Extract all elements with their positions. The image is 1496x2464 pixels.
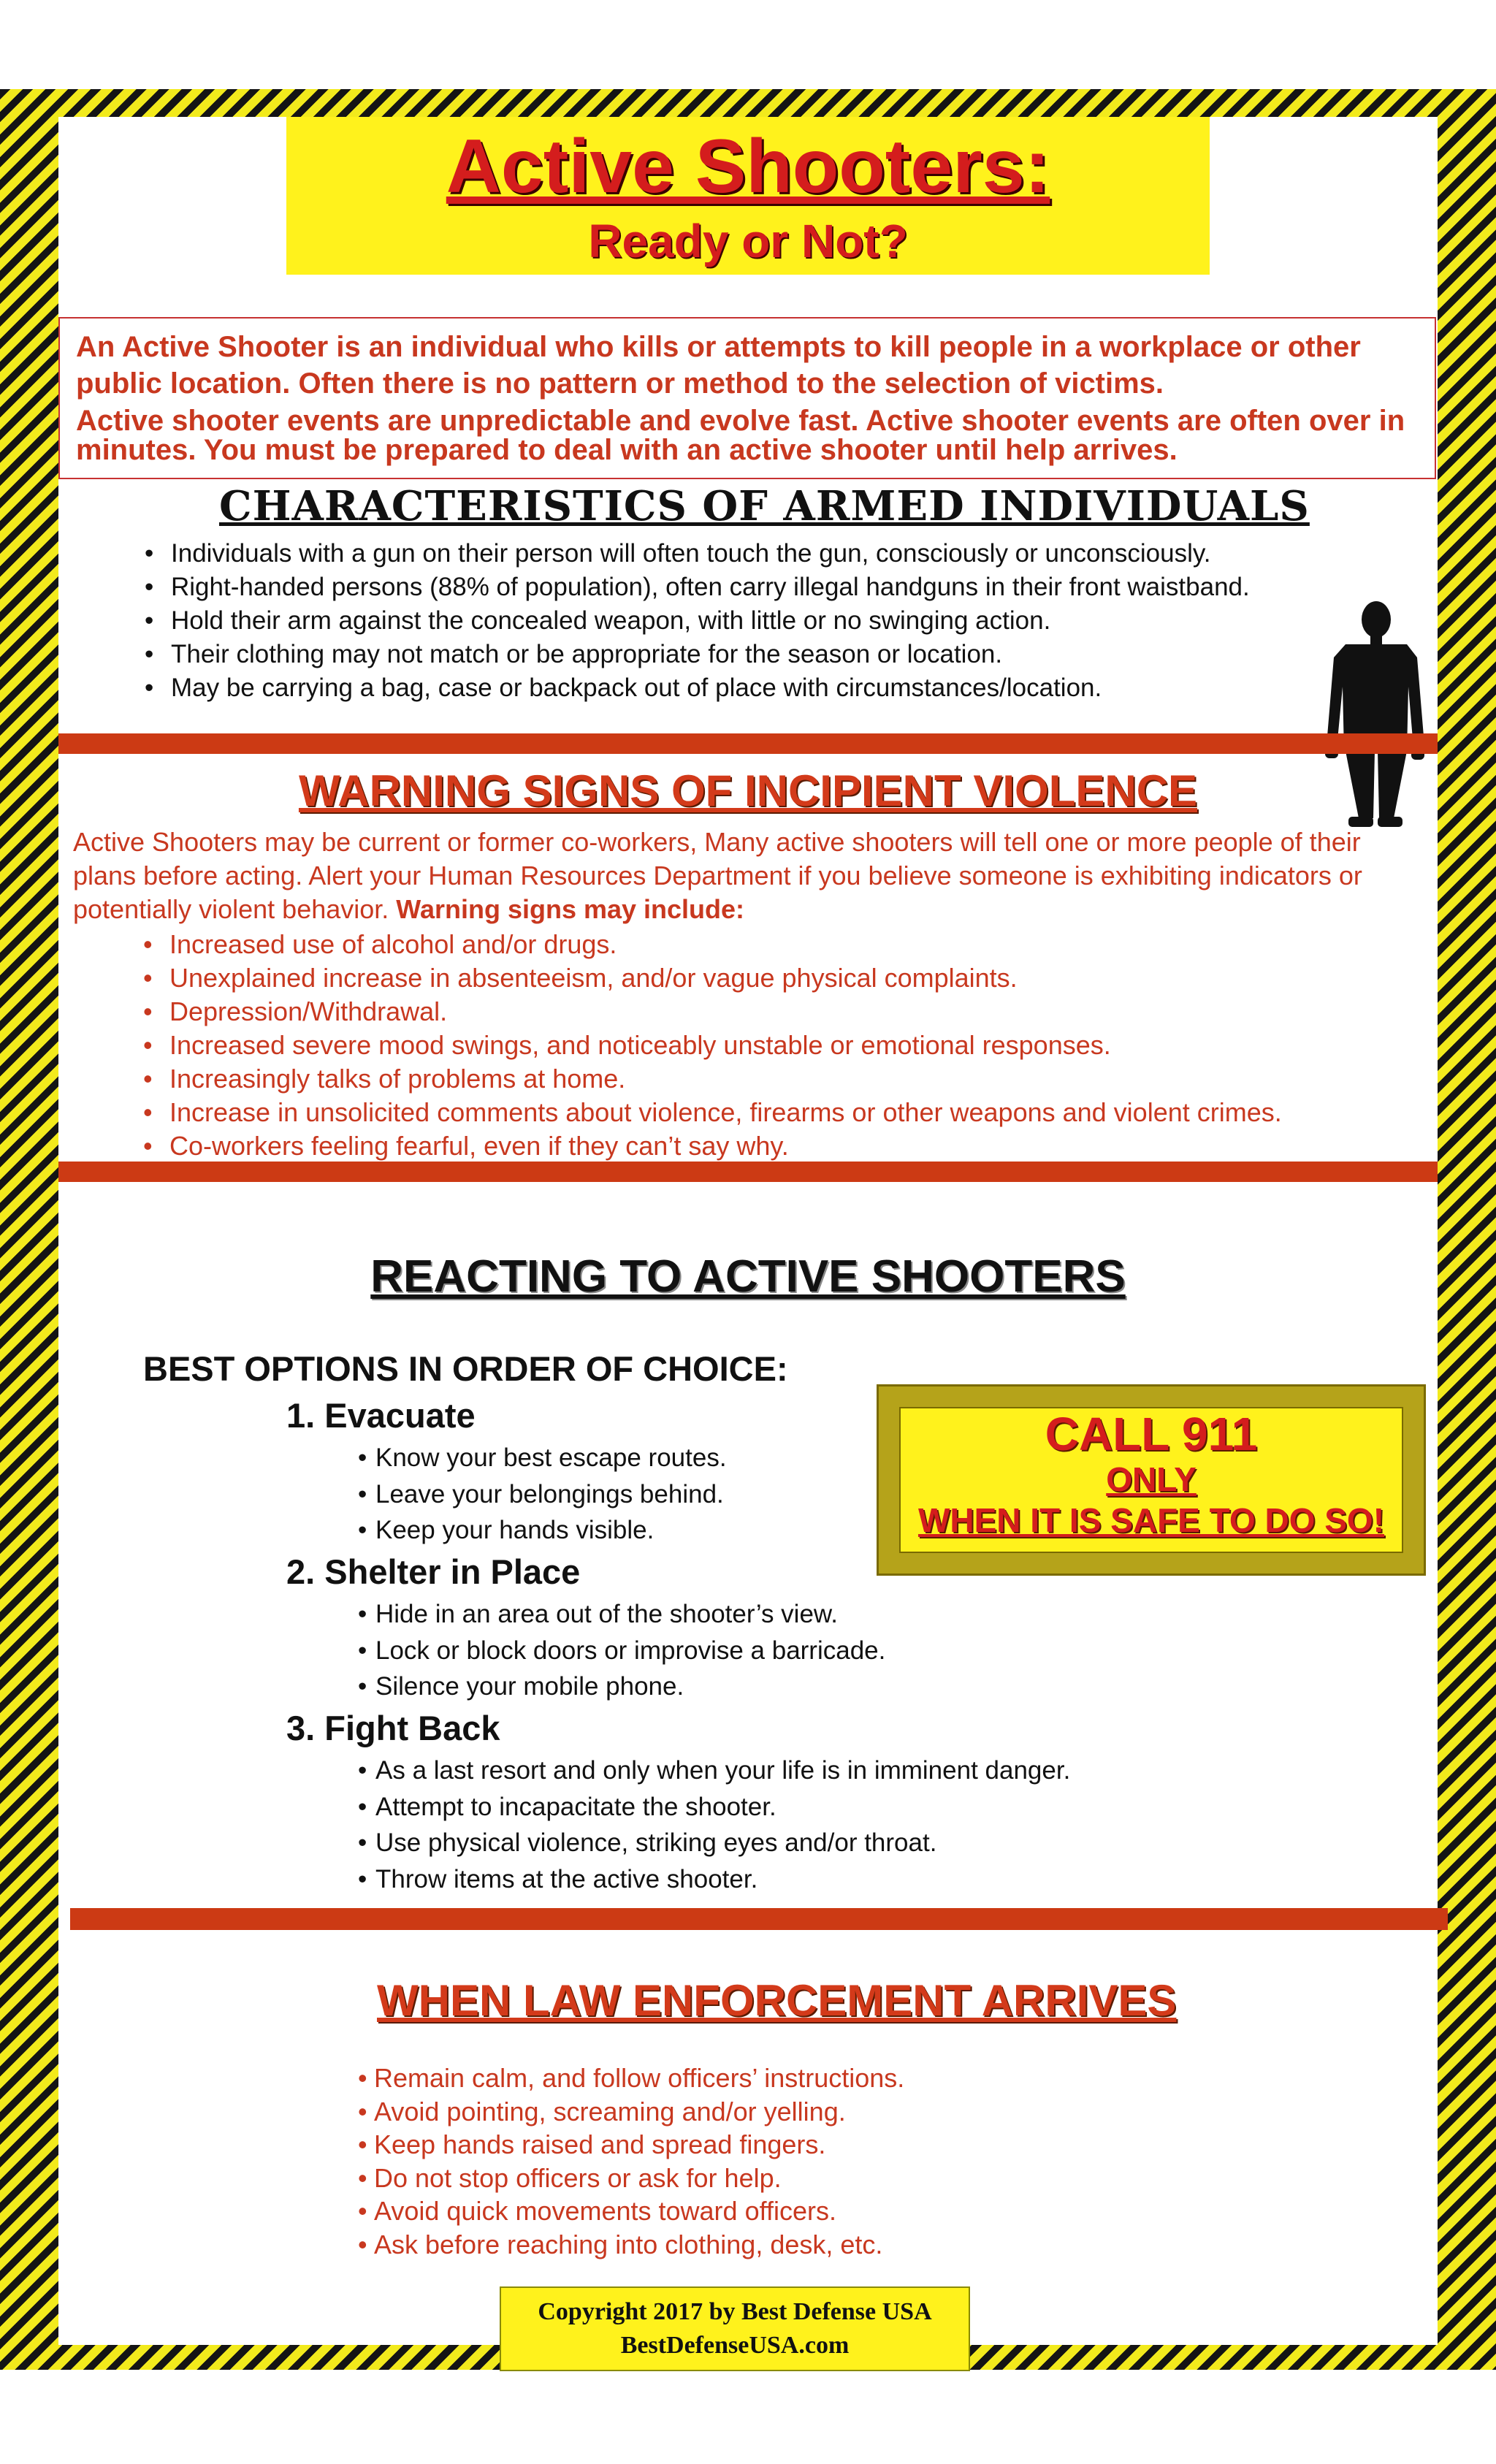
list-item: • Their clothing may not match or be appropriate for the season or location.	[145, 638, 1250, 671]
copyright-text: Copyright 2017 by Best Defense USA	[538, 2298, 932, 2325]
intro-urgency: Active shooter events are unpredictable and evolve fast. Active shooter events are often over in minutes. You must be prepared to deal with an active shooter until help arrives.	[76, 405, 1405, 466]
list-item: • Throw items at the active shooter.	[358, 1861, 1070, 1898]
list-item: • Right-handed persons (88% of population), often carry illegal handguns in their front waistband.	[145, 571, 1250, 604]
intro-box	[58, 317, 1436, 479]
call-911-inner	[899, 1407, 1403, 1553]
list-item: • Increasingly talks of problems at home.	[143, 1062, 1282, 1096]
options-heading: BEST OPTIONS IN ORDER OF CHOICE:	[143, 1349, 788, 1388]
section-divider	[70, 1908, 1448, 1930]
list-item: • Avoid quick movements toward officers.	[358, 2194, 904, 2228]
website-text: BestDefenseUSA.com	[620, 2332, 850, 2359]
list-item: • Avoid pointing, screaming and/or yelling.	[358, 2095, 904, 2129]
call-911-title: CALL 911	[1045, 1408, 1258, 1460]
warning-intro-paragraph	[73, 825, 1417, 926]
list-item: • Attempt to incapacitate the shooter.	[358, 1789, 1070, 1826]
list-item: • Unexplained increase in absenteeism, and/or vague physical complaints.	[143, 961, 1282, 995]
list-item: • Increase in unsolicited comments about violence, firearms or other weapons and violent crimes.	[143, 1096, 1282, 1129]
list-item: • Keep hands raised and spread fingers.	[358, 2128, 904, 2162]
list-item: • As a last resort and only when your life is in imminent danger.	[358, 1752, 1070, 1789]
list-item: • May be carrying a bag, case or backpack out of place with circumstances/location.	[145, 671, 1250, 705]
law-enforcement-list	[358, 2061, 904, 2261]
reacting-heading: REACTING TO ACTIVE SHOOTERS	[370, 1251, 1126, 1302]
list-item: • Keep your hands visible.	[358, 1512, 727, 1549]
list-item: • Know your best escape routes.	[358, 1440, 727, 1476]
list-item: • Use physical violence, striking eyes and/or throat.	[358, 1825, 1070, 1861]
page-title: Active Shooters:	[446, 124, 1050, 209]
option-title: 3. Fight Back	[286, 1709, 500, 1747]
option-list	[358, 1752, 1070, 1897]
intro-definition: An Active Shooter is an individual who kills or attempts to kill people in a workplace or other public location. Often there is no pattern or method to the selection of victims.	[76, 331, 1361, 400]
list-item: • Lock or block doors or improvise a barricade.	[358, 1633, 885, 1669]
title-banner	[286, 117, 1210, 275]
list-item: • Increased use of alcohol and/or drugs.	[143, 928, 1282, 961]
list-item: • Do not stop officers or ask for help.	[358, 2162, 904, 2195]
warning-heading: WARNING SIGNS OF INCIPIENT VIOLENCE	[298, 766, 1198, 815]
option-title: 1. Evacuate	[286, 1396, 476, 1435]
call-911-condition: WHEN IT IS SAFE TO DO SO!	[917, 1500, 1385, 1539]
option-title: 2. Shelter in Place	[286, 1552, 581, 1591]
list-item: • Hide in an area out of the shooter’s view.	[358, 1596, 885, 1633]
list-item: • Depression/Withdrawal.	[143, 995, 1282, 1029]
characteristics-list	[145, 537, 1250, 705]
section-divider	[58, 1162, 1438, 1182]
option-list	[358, 1440, 727, 1549]
call-911-only: ONLY	[1106, 1460, 1197, 1499]
list-item: • Increased severe mood swings, and noticeably unstable or emotional responses.	[143, 1029, 1282, 1062]
law-heading: WHEN LAW ENFORCEMENT ARRIVES	[377, 1976, 1177, 2025]
list-item: • Individuals with a gun on their person will often touch the gun, consciously or unconsciously.	[145, 537, 1250, 571]
list-item: • Silence your mobile phone.	[358, 1668, 885, 1705]
call-911-box	[877, 1384, 1426, 1576]
page-subtitle: Ready or Not?	[588, 215, 908, 268]
list-item: • Hold their arm against the concealed weapon, with little or no swinging action.	[145, 604, 1250, 638]
warning-intro: Active Shooters may be current or former co-workers, Many active shooters will tell one or more people of their plans before acting. Alert your Human Resources Department if you believe someone is exhibiting indicators or potentially violent behavior.	[73, 827, 1362, 924]
characteristics-heading: CHARACTERISTICS OF ARMED INDIVIDUALS	[219, 482, 1310, 530]
option-list	[358, 1596, 885, 1705]
warning-lead: Warning signs may include:	[396, 894, 745, 924]
list-item: • Co-workers feeling fearful, even if they can’t say why.	[143, 1129, 1282, 1163]
list-item: • Leave your belongings behind.	[358, 1476, 727, 1513]
list-item: • Remain calm, and follow officers’ instructions.	[358, 2061, 904, 2095]
copyright-box	[500, 2286, 970, 2371]
section-divider	[58, 733, 1438, 754]
warning-signs-list	[143, 928, 1282, 1163]
list-item: • Ask before reaching into clothing, desk, etc.	[358, 2228, 904, 2262]
